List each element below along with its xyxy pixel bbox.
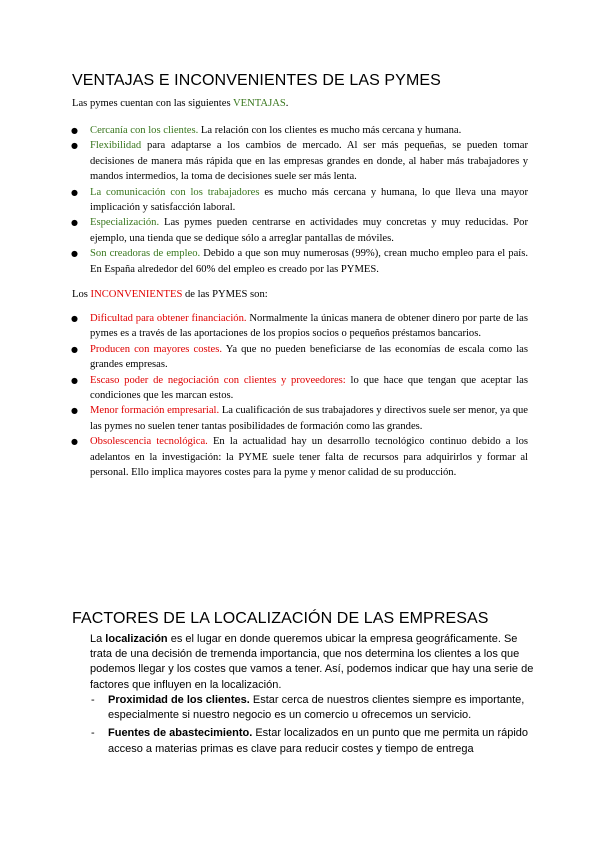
item-term: Fuentes de abastecimiento. bbox=[108, 727, 253, 740]
list-item bbox=[90, 311, 528, 342]
item-term: La comunicación con los trabajadores bbox=[90, 186, 260, 198]
item-term: Dificultad para obtener financiación. bbox=[90, 313, 247, 324]
intro-suffix: de las PYMES son: bbox=[182, 289, 268, 300]
item-term: Producen con mayores costes. bbox=[90, 343, 223, 355]
item-text: es mucho más cercana y humana, lo que lleva una mayor implicación y satisfacción laboral. bbox=[90, 186, 529, 214]
item-term: Especialización. bbox=[90, 217, 160, 229]
inconvenientes-intro bbox=[72, 287, 532, 302]
list-item bbox=[108, 726, 533, 756]
item-term: Menor formación empresarial. bbox=[90, 405, 220, 417]
ventajas-intro bbox=[72, 96, 532, 111]
factores-list bbox=[108, 693, 533, 760]
para-prefix: La bbox=[90, 633, 106, 645]
item-term: Obsolescencia tecnológica. bbox=[90, 436, 208, 448]
item-term: Proximidad de los clientes. bbox=[108, 694, 250, 706]
item-term: Son creadoras de empleo. bbox=[90, 248, 201, 260]
item-text: Estar localizados en un punto que me permita un rápido acceso a materias primas es clave para reducir costes y tiempo de entrega bbox=[108, 727, 529, 755]
localizacion-paragraph bbox=[90, 632, 536, 693]
para-text: es el lugar en donde queremos ubicar la empresa geográficamente. Se trata de una decisión de tremenda importancia, que nos determina los clientes a los que podemos llegar y los costes que vamos a tener. Así, podemos indicar que hay una serie de factores que influyen en la localización. bbox=[90, 633, 534, 691]
intro-text: Los bbox=[72, 289, 91, 300]
item-text: para adaptarse a los cambios de mercado. Al ser más pequeñas, se pueden tomar decisiones de manera más rápida que en las empresas grandes en donde, al haber más trabajadores y mandos intermedios, la toma de decisiones suele ser más lenta. bbox=[90, 140, 528, 183]
list-item bbox=[90, 123, 528, 138]
list-item bbox=[90, 215, 528, 246]
section-title-localizacion: FACTORES DE LA LOCALIZACIÓN DE LAS EMPRESAS bbox=[72, 610, 489, 627]
intro-highlight: INCONVENIENTES bbox=[90, 289, 183, 300]
list-item bbox=[90, 403, 528, 434]
section-title-pymes: VENTAJAS E INCONVENIENTES DE LAS PYMES bbox=[72, 72, 441, 89]
para-bold: localización bbox=[105, 633, 168, 645]
list-item bbox=[90, 342, 528, 373]
item-text: Debido a que son muy numerosas (99%), crean mucho empleo para el país. En España alrededor del 60% del empleo es creado por las PYMES. bbox=[90, 248, 528, 275]
item-text: Ya que no pueden beneficiarse de las economías de escala como las grandes empresas. bbox=[90, 343, 528, 371]
list-item bbox=[90, 185, 528, 216]
list-item bbox=[90, 246, 528, 277]
intro-highlight: VENTAJAS bbox=[233, 98, 286, 109]
item-text: Las pymes pueden centrarse en actividades muy concretas y muy reducidas. Por ejemplo, una tienda que se dedique sólo a arreglar pantallas de móviles. bbox=[90, 217, 528, 244]
list-item bbox=[90, 434, 528, 480]
item-text: La cualificación de sus trabajadores y directivos suele ser menor, ya que las pymes no suelen tener tantas posibilidades de formación como las grandes. bbox=[90, 405, 528, 432]
ventajas-list bbox=[90, 123, 528, 277]
list-item bbox=[90, 138, 528, 184]
item-term: Cercanía con los clientes. bbox=[90, 125, 199, 136]
item-text: Normalmente la únicas manera de obtener dinero por parte de las pymes es a través de las aportaciones de los propios socios o pequeños préstamos bancarios. bbox=[90, 313, 528, 340]
list-item bbox=[108, 693, 533, 723]
item-text: En la actualidad hay un desarrollo tecnológico continuo debido a los adelantos en la investigación: la PYME suele tener falta de recursos para adquirirlos y formar al personal. Ello implica mayores costes para la pyme y menor calidad de su producción. bbox=[90, 436, 528, 479]
item-term: Flexibilidad bbox=[90, 140, 142, 152]
intro-text: Las pymes cuentan con las siguientes bbox=[72, 98, 234, 109]
inconvenientes-list bbox=[90, 311, 528, 480]
list-item bbox=[90, 373, 528, 404]
item-text: lo que hace que tengan que aceptar las condiciones que les marcan estos. bbox=[90, 374, 528, 402]
item-text: Estar cerca de nuestros clientes siempre es importante, especialmente si nuestro negocio es un comercio u ofrecemos un servicio. bbox=[108, 694, 525, 722]
item-text: La relación con los clientes es mucho más cercana y humana. bbox=[198, 125, 462, 136]
intro-suffix: . bbox=[285, 98, 289, 109]
item-term: Escaso poder de negociación con clientes y proveedores: bbox=[90, 374, 346, 386]
